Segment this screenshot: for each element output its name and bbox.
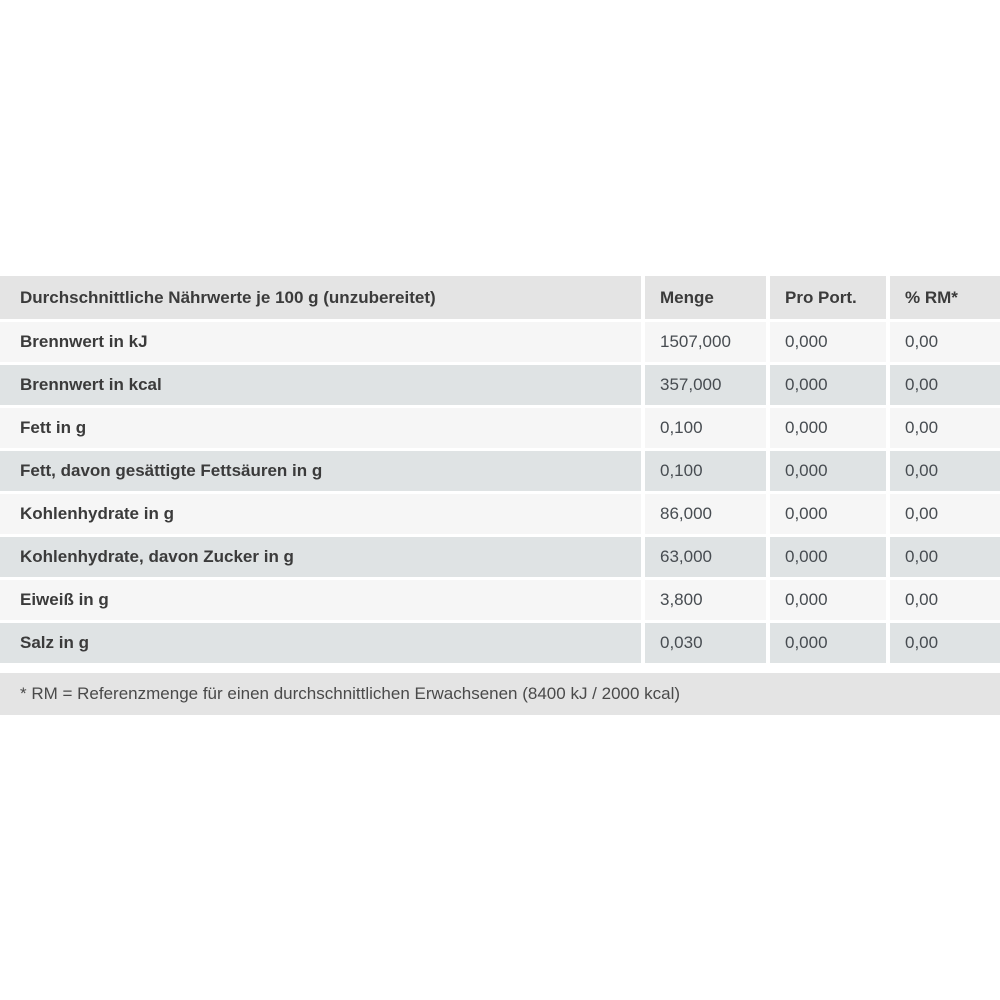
nutrition-table — [0, 276, 1000, 666]
table-header-row — [0, 276, 1000, 322]
rm-value: 0,00 — [890, 322, 1000, 365]
nutrient-label: Brennwert in kcal — [0, 365, 645, 408]
rm-value: 0,00 — [890, 537, 1000, 580]
table-row — [0, 322, 1000, 365]
footnote: * RM = Referenzmenge für einen durchschnittlichen Erwachsenen (8400 kJ / 2000 kcal) — [0, 673, 1000, 715]
nutrient-label: Fett in g — [0, 408, 645, 451]
rm-value: 0,00 — [890, 494, 1000, 537]
menge-value: 357,000 — [645, 365, 770, 408]
pro-port-value: 0,000 — [770, 494, 890, 537]
table-row — [0, 494, 1000, 537]
header-title-cell: Durchschnittliche Nährwerte je 100 g (unzubereitet) — [0, 276, 645, 322]
nutrient-label: Kohlenhydrate in g — [0, 494, 645, 537]
nutrient-label: Fett, davon gesättigte Fettsäuren in g — [0, 451, 645, 494]
nutrient-label: Eiweiß in g — [0, 580, 645, 623]
pro-port-value: 0,000 — [770, 365, 890, 408]
menge-value: 1507,000 — [645, 322, 770, 365]
menge-value: 3,800 — [645, 580, 770, 623]
pro-port-value: 0,000 — [770, 580, 890, 623]
nutrient-label: Kohlenhydrate, davon Zucker in g — [0, 537, 645, 580]
rm-value: 0,00 — [890, 408, 1000, 451]
table-row — [0, 365, 1000, 408]
pro-port-value: 0,000 — [770, 623, 890, 666]
rm-value: 0,00 — [890, 623, 1000, 666]
rm-value: 0,00 — [890, 580, 1000, 623]
menge-value: 0,100 — [645, 408, 770, 451]
table-row — [0, 537, 1000, 580]
table-row — [0, 623, 1000, 666]
table-row — [0, 451, 1000, 494]
menge-value: 0,100 — [645, 451, 770, 494]
menge-value: 0,030 — [645, 623, 770, 666]
header-menge-cell: Menge — [645, 276, 770, 322]
header-pro-port-cell: Pro Port. — [770, 276, 890, 322]
nutrient-label: Salz in g — [0, 623, 645, 666]
pro-port-value: 0,000 — [770, 322, 890, 365]
rm-value: 0,00 — [890, 365, 1000, 408]
menge-value: 86,000 — [645, 494, 770, 537]
table-row — [0, 580, 1000, 623]
nutrition-table-section — [0, 276, 1000, 715]
header-rm-cell: % RM* — [890, 276, 1000, 322]
rm-value: 0,00 — [890, 451, 1000, 494]
nutrient-label: Brennwert in kJ — [0, 322, 645, 365]
menge-value: 63,000 — [645, 537, 770, 580]
pro-port-value: 0,000 — [770, 537, 890, 580]
pro-port-value: 0,000 — [770, 451, 890, 494]
table-row — [0, 408, 1000, 451]
pro-port-value: 0,000 — [770, 408, 890, 451]
